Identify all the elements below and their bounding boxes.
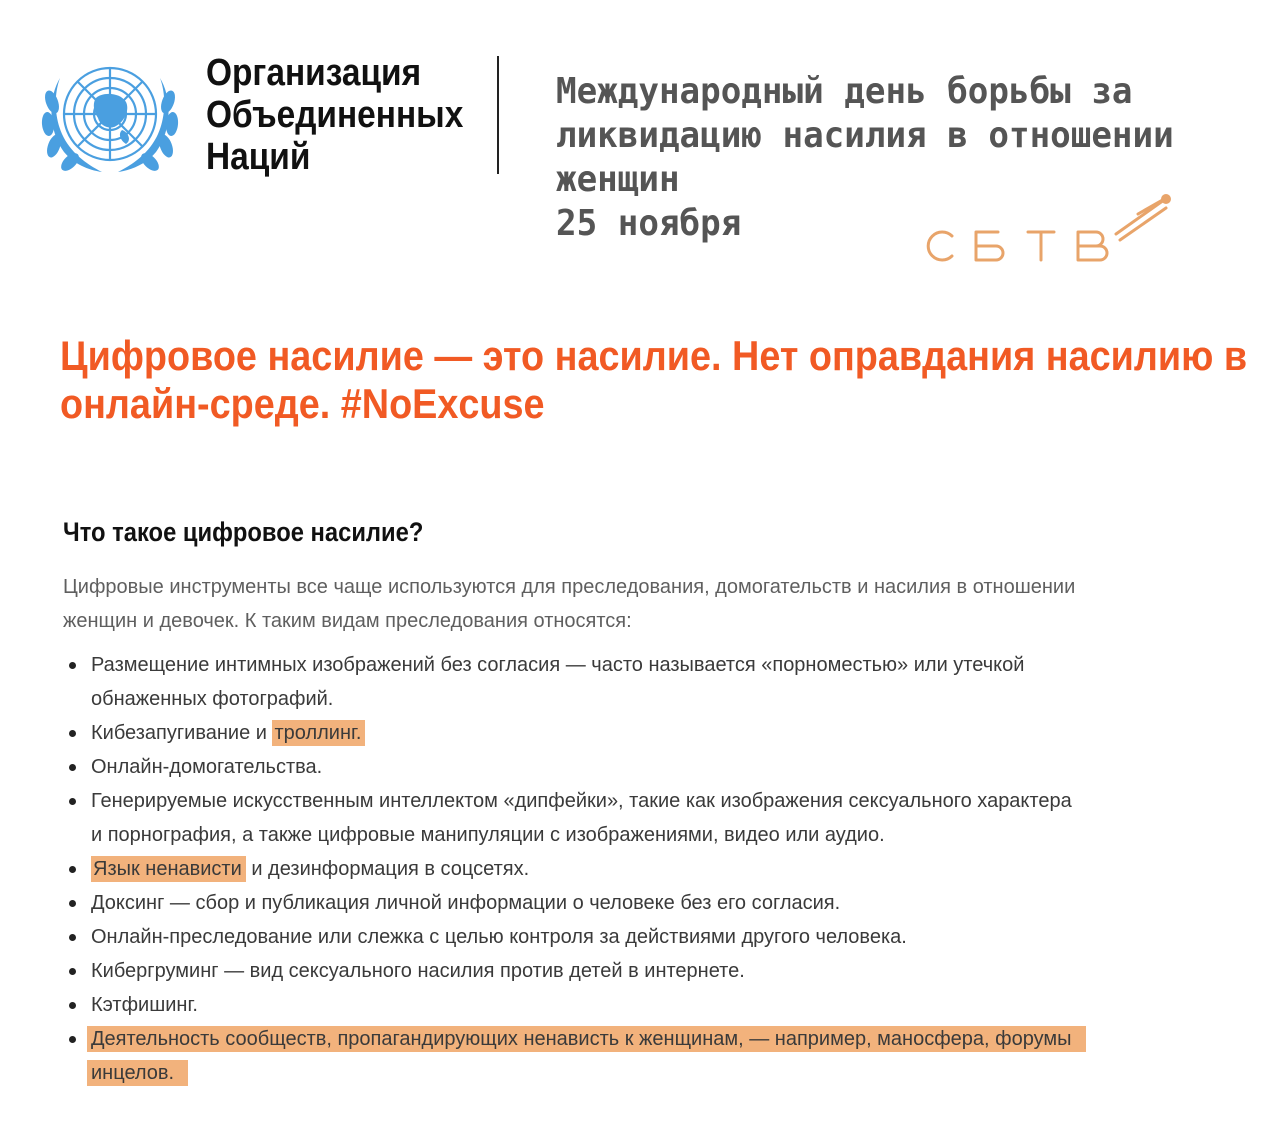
list-item [65,1022,1245,1090]
list-item-text: Кэтфишинг. [91,994,198,1016]
list-item [65,648,1245,716]
org-name-line: Объединенных [206,94,464,136]
list-item-text: Кибезапугивание и [91,722,273,744]
list-item-text: Доксинг — сбор и публикация личной информации о человеке без его согласия. [91,892,841,914]
list-item-text: и дезинформация в соцсетях. [245,858,530,880]
headline-line: онлайн-среде. #NoExcuse [60,380,545,427]
highlighted-text: Язык ненависти [91,856,246,882]
list-item-text: Онлайн-преследование или слежка с целью контроля за действиями другого человека. [91,926,907,948]
header-divider [497,56,499,174]
intro-line: женщин и девочек. К таким видам преследования относятся: [63,610,632,632]
list-item [65,716,1245,750]
headline-line: Цифровое насилие — это насилие. Нет оправдания насилию в [60,332,1248,379]
list-item-line: обнаженных фотографий. [91,688,334,710]
list-item [65,886,1245,920]
event-title-line: ликвидацию насилия в отношении [556,115,1174,156]
violence-types-list [65,648,1245,1090]
intro-paragraph [63,570,1223,638]
headline [60,332,1248,428]
list-item-text: Кибергруминг — вид сексуального насилия против детей в интернете. [91,960,745,982]
list-item [65,988,1245,1022]
list-item [65,920,1245,954]
list-item [65,954,1245,988]
list-item-line: Размещение интимных изображений без согласия — часто называется «порноместью» или утечкой [91,654,1025,676]
org-name-line: Наций [206,136,311,178]
org-name-line: Организация [206,52,422,94]
svtv-logo [920,190,1180,270]
event-title-line: женщин [556,159,680,200]
un-emblem-logo [30,48,190,180]
org-name [206,52,463,178]
highlighted-text: троллинг. [272,720,365,746]
highlighted-text: инцелов. [87,1060,188,1086]
list-item-line: и порнография, а также цифровые манипуляции с изображениями, видео или аудио. [91,824,885,846]
section-title: Что такое цифровое насилие? [63,517,424,547]
list-item [65,784,1245,852]
highlighted-text: Деятельность сообществ, пропагандирующих ненависть к женщинам, — например, маносфера, форумы [87,1026,1086,1052]
list-item [65,852,1245,886]
list-item [65,750,1245,784]
list-item-line: Генерируемые искусственным интеллектом «дипфейки», такие как изображения сексуального характера [91,790,1072,812]
intro-line: Цифровые инструменты все чаще используются для преследования, домогательств и насилия в отношении [63,576,1076,598]
list-item-text: Онлайн-домогательства. [91,756,323,778]
header [0,0,1280,290]
event-date: 25 ноября [556,203,742,244]
event-title-line: Международный день борьбы за [556,71,1133,112]
